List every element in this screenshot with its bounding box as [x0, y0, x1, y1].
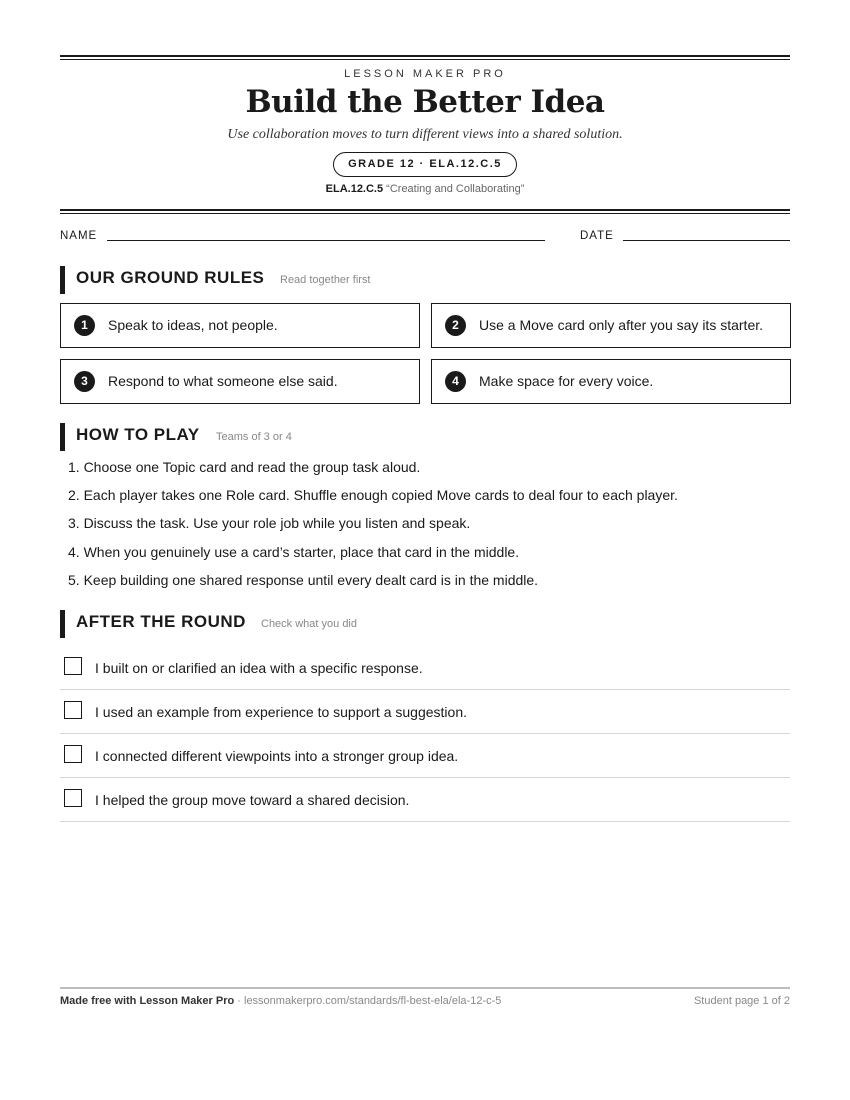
section-accent-bar — [60, 266, 65, 294]
checklist-text: I used an example from experience to support a suggestion. — [95, 704, 467, 720]
step-item: 5. Keep building one shared response until every dealt card is in the middle. — [68, 571, 539, 588]
ground-rule-card — [60, 303, 420, 348]
checkbox[interactable] — [64, 701, 82, 719]
worksheet-page — [60, 0, 790, 1100]
checklist-item — [60, 646, 790, 690]
header-bottom-rule — [60, 209, 790, 214]
step-item: 1. Choose one Topic card and read the group task aloud. — [68, 459, 421, 475]
rule-number-badge: 1 — [74, 315, 95, 336]
name-label: NAME — [60, 230, 98, 242]
footer-rule — [60, 987, 790, 989]
checklist-text: I connected different viewpoints into a stronger group idea. — [95, 748, 459, 764]
footer-credit — [60, 995, 501, 1007]
section-title: HOW TO PLAY — [76, 425, 200, 444]
checkbox[interactable] — [64, 745, 82, 763]
section-note: Check what you did — [261, 618, 357, 630]
rule-number-badge: 2 — [445, 315, 466, 336]
checklist-item — [60, 778, 790, 822]
footer-page-number: Student page 1 of 2 — [693, 995, 790, 1007]
rule-text: Respond to what someone else said. — [108, 373, 338, 389]
section-note: Teams of 3 or 4 — [216, 431, 292, 443]
footer-url[interactable]: · lessonmakerpro.com/standards/fl-best-ela/ela-12-c-5 — [234, 995, 502, 1007]
ground-rule-card — [431, 303, 791, 348]
brand-name: LESSON MAKER PRO — [344, 68, 506, 80]
section-note: Read together first — [280, 274, 371, 286]
page-title: Build the Better Idea — [245, 84, 605, 120]
checklist — [60, 646, 790, 822]
section-accent-bar — [60, 610, 65, 638]
standard-name: “Creating and Collaborating” — [386, 183, 525, 195]
section-title: OUR GROUND RULES — [76, 268, 265, 287]
section-title: AFTER THE ROUND — [76, 612, 246, 631]
name-date-row — [60, 229, 790, 245]
checkbox[interactable] — [64, 789, 82, 807]
step-item: 2. Each player takes one Role card. Shuffle enough copied Move cards to deal four to each player. — [68, 487, 678, 504]
grade-badge-wrap — [60, 152, 790, 177]
name-field[interactable] — [107, 240, 545, 241]
rule-number-badge: 4 — [445, 371, 466, 392]
step-item: 4. When you genuinely use a card’s starter, place that card in the middle. — [68, 543, 520, 560]
ground-rule-card — [431, 359, 791, 404]
page-subtitle: Use collaboration moves to turn different views into a shared solution. — [227, 127, 623, 142]
checklist-text: I built on or clarified an idea with a specific response. — [95, 660, 423, 676]
standard-code: ELA.12.C.5 — [325, 183, 384, 195]
rule-text: Speak to ideas, not people. — [108, 317, 278, 333]
grade-badge: GRADE 12 · ELA.12.C.5 — [333, 152, 517, 177]
section-accent-bar — [60, 423, 65, 451]
date-label: DATE — [580, 230, 614, 242]
ground-rule-card — [60, 359, 420, 404]
checklist-text: I helped the group move toward a shared decision. — [95, 792, 410, 808]
checklist-item — [60, 734, 790, 778]
date-field[interactable] — [623, 240, 790, 241]
checklist-item — [60, 690, 790, 734]
rule-text: Use a Move card only after you say its starter. — [479, 317, 764, 333]
checkbox[interactable] — [64, 657, 82, 675]
steps-list — [60, 458, 790, 599]
standard-line — [60, 183, 790, 195]
step-item: 3. Discuss the task. Use your role job while you listen and speak. — [68, 515, 471, 532]
rule-number-badge: 3 — [74, 371, 95, 392]
rule-text: Make space for every voice. — [479, 373, 654, 389]
header-top-rule — [60, 55, 790, 60]
footer-made-with: Made free with Lesson Maker Pro — [60, 995, 235, 1007]
